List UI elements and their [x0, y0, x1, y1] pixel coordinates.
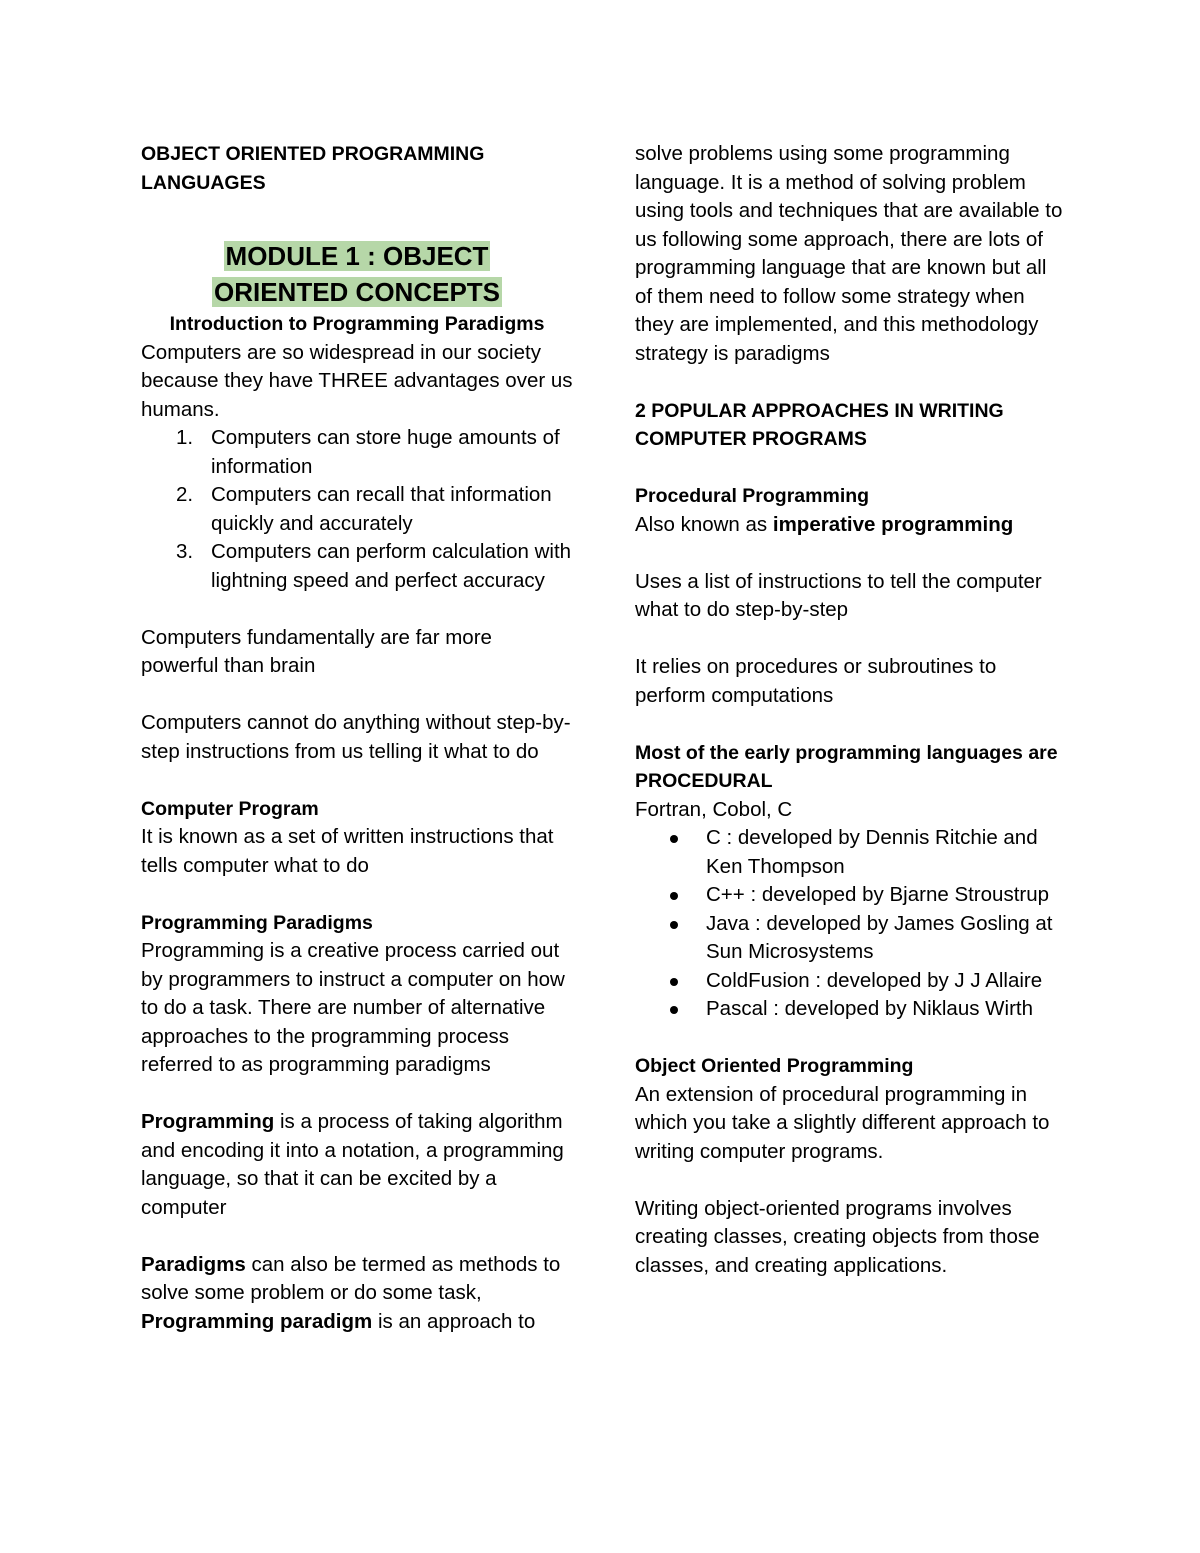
early-languages-heading: Most of the early programming languages are PROCEDURAL [635, 741, 1058, 792]
bullet-icon [670, 1006, 678, 1014]
programming-paradigm-definition-text: is an approach to [372, 1309, 536, 1333]
module-title-line-2: ORIENTED CONCEPTS [213, 277, 501, 307]
relies-paragraph: It relies on procedures or subroutines to perform computations [635, 655, 997, 707]
fundamental-paragraph: Computers fundamentally are far more powerful than brain [141, 625, 492, 677]
bullet-icon [670, 921, 678, 929]
programming-paradigms-paragraph: Programming is a creative process carried out by programmers to instruct a computer on how to do a task. There are number of alternative approaches to the programming process referred to as programming paradigms [141, 939, 565, 1076]
programming-term: Programming [141, 1110, 275, 1133]
list-item-text: Computers can store huge amounts of information [211, 426, 560, 478]
list-item [706, 881, 1067, 910]
procedural-heading: Procedural Programming [635, 485, 870, 507]
oop-paragraph: An extension of procedural programming in which you take a slightly different approach to writing computer programs. [635, 1082, 1050, 1163]
list-item-text: C++ : developed by Bjarne Stroustrup [706, 883, 1050, 906]
advantages-list [141, 424, 573, 595]
also-known-paragraph [635, 511, 1067, 540]
intro-paragraph: Computers are so widespread in our society because they have THREE advantages over us humans. [141, 340, 573, 421]
list-item-text: ColdFusion : developed by J J Allaire [706, 968, 1043, 992]
programming-paradigms-heading: Programming Paradigms [141, 911, 373, 934]
list-number: 2. [176, 483, 194, 506]
continuation-paragraph: solve problems using some programming language. It is a method of solving problem using tools and techniques that are available to us following some approach, there are lots of programming language that are known but all of them need to follow some strategy when they are implemented, and this methodology strategy is paradigms [635, 142, 1063, 365]
list-item-text: C : developed by Dennis Ritchie and Ken Thompson [706, 826, 1038, 878]
cannot-paragraph: Computers cannot do anything without step-by-step instructions from us telling it what to do [141, 711, 571, 763]
module-title-line-1: MODULE 1 : OBJECT [225, 241, 489, 271]
list-number: 1. [176, 426, 194, 449]
list-item [706, 824, 1067, 881]
document-title: OBJECT ORIENTED PROGRAMMING LANGUAGES [141, 143, 485, 194]
uses-paragraph: Uses a list of instructions to tell the computer what to do step-by-step [635, 569, 1042, 621]
list-item [176, 481, 573, 538]
bullet-icon [670, 978, 678, 986]
list-item [176, 424, 573, 481]
bullet-icon [670, 835, 678, 843]
programming-paradigm-term: Programming paradigm [141, 1309, 373, 1333]
writing-paragraph: Writing object-oriented programs involves creating classes, creating objects from those classes, and creating applications. [635, 1196, 1040, 1277]
programming-definition-text: is a process of taking algorithm and encoding it into a notation, a programming language, so that it can be excited by a computer [141, 1110, 564, 1219]
languages-list [635, 824, 1067, 1024]
list-item-text: Computers can perform calculation with lightning speed and perfect accuracy [211, 540, 572, 592]
module-title [141, 238, 573, 310]
list-item [706, 967, 1067, 996]
computer-program-heading: Computer Program [141, 797, 319, 820]
approaches-heading: 2 POPULAR APPROACHES IN WRITING COMPUTER PROGRAMS [635, 399, 1004, 450]
list-number: 3. [176, 540, 194, 563]
list-item [176, 538, 573, 595]
list-item-text: Computers can recall that information quickly and accurately [211, 483, 552, 535]
also-known-prefix: Also known as [635, 512, 773, 536]
list-item-text: Java : developed by James Gosling at Sun Microsystems [706, 911, 1053, 963]
imperative-term: imperative programming [772, 512, 1014, 536]
intro-heading: Introduction to Programming Paradigms [169, 313, 545, 335]
paradigms-definition-text: can also be termed as methods to solve some problem or do some task, [141, 1252, 561, 1304]
early-examples: Fortran, Cobol, C [635, 797, 793, 821]
paradigms-definition [141, 1251, 573, 1337]
right-column [635, 140, 1067, 1280]
list-item [706, 995, 1067, 1024]
programming-definition [141, 1108, 573, 1222]
paradigms-term: Paradigms [141, 1252, 246, 1276]
oop-heading: Object Oriented Programming [635, 1055, 914, 1077]
bullet-icon [670, 892, 678, 900]
computer-program-paragraph: It is known as a set of written instructions that tells computer what to do [141, 825, 554, 877]
list-item-text: Pascal : developed by Niklaus Wirth [706, 997, 1034, 1020]
left-column [141, 140, 573, 1336]
list-item [706, 910, 1067, 967]
